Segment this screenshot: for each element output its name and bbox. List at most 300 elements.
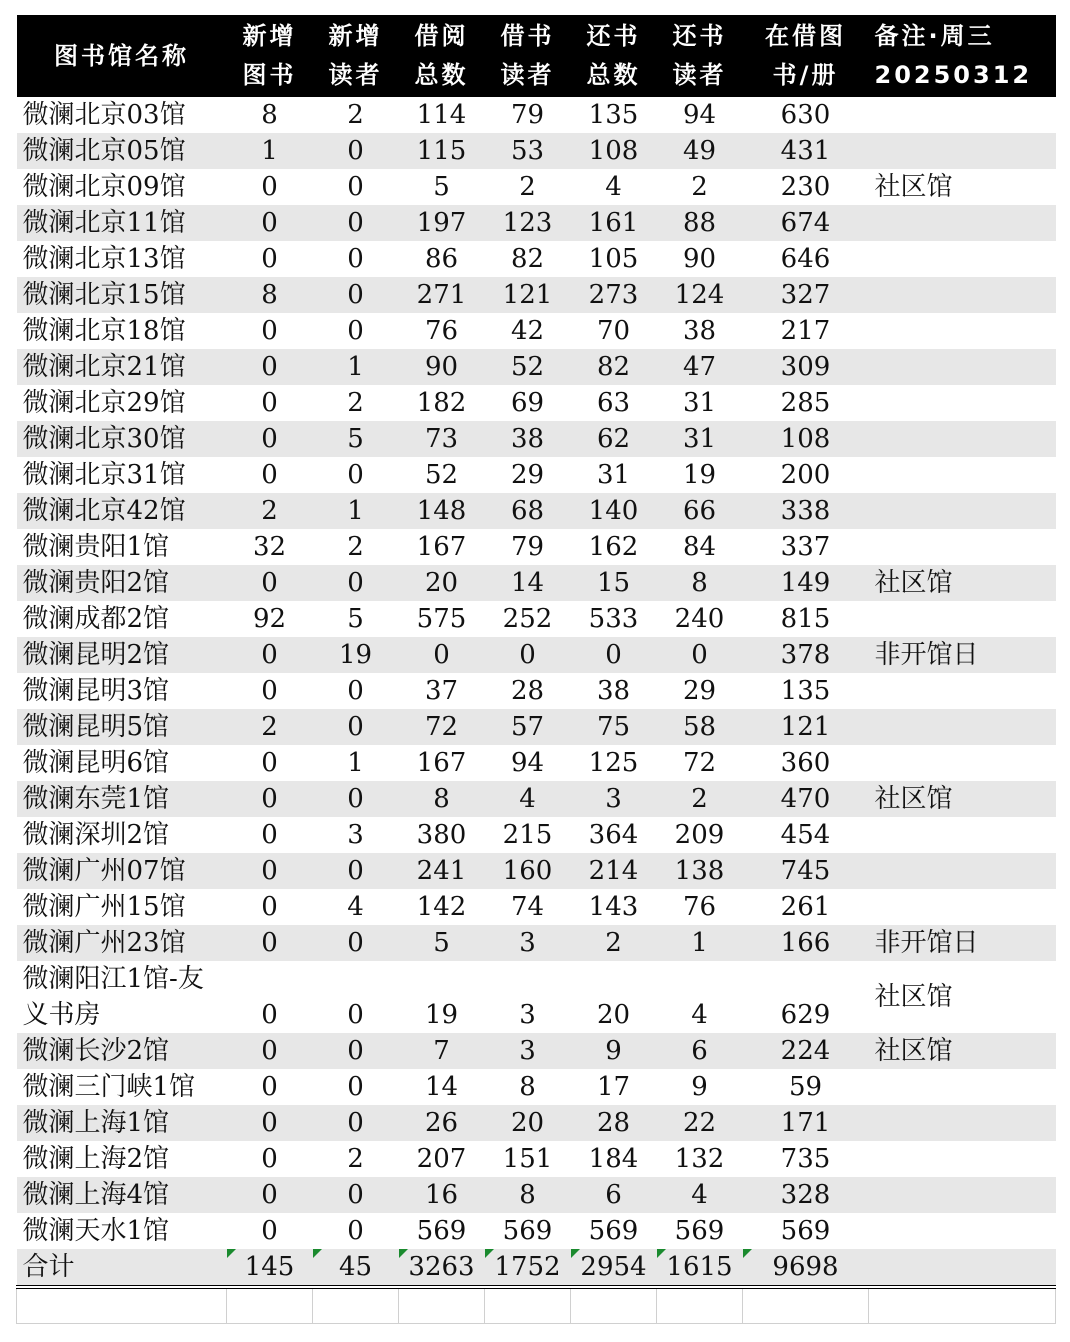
cell-return-readers[interactable]: 22: [657, 1105, 743, 1141]
cell-note[interactable]: [869, 1141, 1056, 1177]
cell-new-readers[interactable]: 0: [347, 172, 364, 202]
cell-borrow-readers[interactable]: 121: [485, 277, 571, 313]
cell-new-readers[interactable]: 0: [313, 133, 399, 169]
cell-return-readers[interactable]: 124: [657, 277, 743, 313]
cell-new-books[interactable]: 0: [261, 172, 278, 202]
cell-note[interactable]: 社区馆: [874, 172, 953, 202]
header-new-readers[interactable]: 新增 读者: [313, 15, 399, 97]
cell-on-loan[interactable]: 149: [743, 565, 869, 601]
cell-borrow-total[interactable]: 5: [399, 925, 485, 961]
cell-new-readers[interactable]: 2: [347, 388, 364, 418]
cell-return-readers[interactable]: 19: [682, 460, 717, 490]
cell-new-readers[interactable]: 2: [347, 1144, 364, 1174]
cell-on-loan[interactable]: 646: [780, 244, 831, 274]
cell-library-name[interactable]: 微澜东莞1馆: [17, 781, 227, 817]
cell-borrow-readers[interactable]: 38: [485, 421, 571, 457]
cell-return-readers[interactable]: 38: [682, 316, 717, 346]
cell-library-name[interactable]: 微澜贵阳2馆: [17, 565, 227, 601]
cell-total-on-loan[interactable]: [743, 1249, 869, 1287]
cell-note[interactable]: [869, 1105, 1056, 1141]
cell-new-books[interactable]: 0: [261, 460, 278, 490]
cell-return-total[interactable]: 125: [588, 748, 639, 778]
cell-new-readers[interactable]: 0: [313, 1177, 399, 1213]
cell-new-readers[interactable]: 0: [347, 244, 364, 274]
cell-total-return-readers[interactable]: [657, 1249, 743, 1287]
cell-new-books[interactable]: 0: [261, 892, 278, 922]
cell-note[interactable]: [869, 853, 1056, 889]
cell-borrow-readers[interactable]: 160: [485, 853, 571, 889]
cell-new-readers[interactable]: 0: [313, 853, 399, 889]
cell-borrow-readers[interactable]: 79: [510, 100, 545, 130]
cell-total-return-total[interactable]: [571, 1249, 657, 1287]
cell-new-readers[interactable]: 0: [313, 277, 399, 313]
cell-return-total[interactable]: 63: [596, 388, 631, 418]
cell-note[interactable]: [869, 385, 1056, 421]
cell-total-note[interactable]: [869, 1249, 1056, 1287]
cell-return-readers[interactable]: 209: [674, 820, 725, 850]
cell-return-readers[interactable]: 31: [682, 388, 717, 418]
cell-on-loan[interactable]: 285: [780, 388, 831, 418]
cell-return-total[interactable]: 162: [588, 532, 639, 562]
cell-new-books[interactable]: 0: [227, 1105, 313, 1141]
cell-return-readers[interactable]: 72: [682, 748, 717, 778]
cell-note[interactable]: [869, 457, 1056, 493]
empty-cell[interactable]: [227, 1287, 313, 1324]
cell-return-readers[interactable]: 569: [674, 1216, 725, 1246]
cell-return-total[interactable]: 569: [588, 1216, 639, 1246]
cell-new-readers[interactable]: 3: [347, 820, 364, 850]
cell-new-readers[interactable]: 1: [347, 748, 364, 778]
cell-on-loan[interactable]: 745: [743, 853, 869, 889]
cell-new-books[interactable]: 0: [261, 1216, 278, 1246]
cell-on-loan[interactable]: 59: [788, 1072, 823, 1102]
cell-library-name[interactable]: 微澜深圳2馆: [22, 820, 170, 850]
empty-cell[interactable]: [869, 1287, 1056, 1324]
cell-on-loan[interactable]: 360: [780, 748, 831, 778]
cell-on-loan[interactable]: 166: [743, 925, 869, 961]
cell-note[interactable]: [869, 421, 1056, 457]
cell-on-loan[interactable]: 569: [780, 1216, 831, 1246]
cell-return-total[interactable]: 108: [571, 133, 657, 169]
cell-library-name[interactable]: 微澜成都2馆: [22, 604, 170, 634]
cell-borrow-readers[interactable]: 569: [502, 1216, 553, 1246]
cell-new-readers[interactable]: 5: [347, 604, 364, 634]
cell-borrow-total[interactable]: 19: [424, 1000, 459, 1030]
cell-new-readers[interactable]: 0: [347, 676, 364, 706]
cell-on-loan[interactable]: 378: [743, 637, 869, 673]
cell-borrow-total[interactable]: 115: [399, 133, 485, 169]
cell-borrow-readers[interactable]: 74: [510, 892, 545, 922]
cell-new-readers[interactable]: 0: [347, 1216, 364, 1246]
cell-total-new-readers[interactable]: [313, 1249, 399, 1287]
cell-note[interactable]: 非开馆日: [869, 637, 1056, 673]
cell-borrow-readers[interactable]: 82: [510, 244, 545, 274]
cell-return-total[interactable]: 161: [571, 205, 657, 241]
cell-note[interactable]: [869, 205, 1056, 241]
cell-return-total[interactable]: 28: [571, 1105, 657, 1141]
cell-new-books[interactable]: 0: [227, 1033, 313, 1069]
cell-library-name[interactable]: 微澜北京31馆: [22, 460, 186, 490]
cell-borrow-total[interactable]: 569: [416, 1216, 467, 1246]
cell-borrow-total[interactable]: 114: [416, 100, 467, 130]
cell-borrow-readers[interactable]: 151: [502, 1144, 553, 1174]
cell-on-loan[interactable]: 630: [780, 100, 831, 130]
cell-borrow-readers[interactable]: 79: [510, 532, 545, 562]
cell-note[interactable]: [869, 889, 1056, 925]
cell-new-readers[interactable]: 2: [347, 100, 364, 130]
cell-return-readers[interactable]: 58: [657, 709, 743, 745]
cell-new-readers[interactable]: 2: [347, 532, 364, 562]
cell-library-name[interactable]: 微澜昆明3馆: [22, 676, 170, 706]
cell-note[interactable]: [869, 313, 1056, 349]
cell-note[interactable]: [869, 1069, 1056, 1105]
cell-on-loan[interactable]: 171: [743, 1105, 869, 1141]
cell-return-total[interactable]: 38: [596, 676, 631, 706]
cell-borrow-total[interactable]: 7: [399, 1033, 485, 1069]
cell-return-readers[interactable]: 240: [674, 604, 725, 634]
cell-new-books[interactable]: 0: [261, 1144, 278, 1174]
cell-note[interactable]: [869, 97, 1056, 133]
cell-borrow-total[interactable]: 167: [416, 748, 467, 778]
cell-library-name[interactable]: 微澜昆明6馆: [22, 748, 170, 778]
cell-borrow-total[interactable]: 72: [399, 709, 485, 745]
cell-new-books[interactable]: 0: [261, 1072, 278, 1102]
cell-library-name[interactable]: 微澜贵阳1馆: [22, 532, 170, 562]
cell-return-total[interactable]: 75: [571, 709, 657, 745]
cell-on-loan[interactable]: 337: [780, 532, 831, 562]
cell-borrow-readers[interactable]: 20: [485, 1105, 571, 1141]
cell-library-name[interactable]: 微澜北京13馆: [22, 244, 186, 274]
cell-library-name[interactable]: 微澜天水1馆: [22, 1216, 170, 1246]
cell-library-name[interactable]: 微澜北京21馆: [17, 349, 227, 385]
cell-return-readers[interactable]: 9: [691, 1072, 708, 1102]
cell-borrow-total[interactable]: 20: [399, 565, 485, 601]
cell-borrow-readers[interactable]: 3: [485, 925, 571, 961]
cell-library-name[interactable]: 微澜上海4馆: [17, 1177, 227, 1213]
cell-note[interactable]: [869, 277, 1056, 313]
cell-new-books[interactable]: 0: [227, 781, 313, 817]
cell-return-readers[interactable]: 138: [657, 853, 743, 889]
cell-new-readers[interactable]: 0: [313, 1033, 399, 1069]
cell-borrow-total[interactable]: 73: [399, 421, 485, 457]
cell-note[interactable]: [869, 1213, 1056, 1249]
cell-borrow-total[interactable]: 86: [424, 244, 459, 274]
cell-return-readers[interactable]: 49: [657, 133, 743, 169]
cell-new-books[interactable]: 0: [261, 244, 278, 274]
cell-return-readers[interactable]: 4: [657, 1177, 743, 1213]
cell-note[interactable]: [869, 493, 1056, 529]
cell-total-borrow-readers[interactable]: [485, 1249, 571, 1287]
cell-on-loan[interactable]: 815: [780, 604, 831, 634]
empty-cell[interactable]: [657, 1287, 743, 1324]
cell-note[interactable]: [869, 1177, 1056, 1213]
cell-new-books[interactable]: 0: [261, 676, 278, 706]
empty-cell[interactable]: [399, 1287, 485, 1324]
cell-return-total[interactable]: 82: [571, 349, 657, 385]
cell-return-total[interactable]: 364: [588, 820, 639, 850]
cell-new-readers[interactable]: 0: [313, 709, 399, 745]
cell-note[interactable]: 社区馆: [869, 781, 1056, 817]
cell-note[interactable]: [869, 709, 1056, 745]
cell-library-name[interactable]: 微澜长沙2馆: [17, 1033, 227, 1069]
cell-return-total[interactable]: 105: [588, 244, 639, 274]
empty-cell[interactable]: [313, 1287, 399, 1324]
cell-borrow-total[interactable]: 26: [399, 1105, 485, 1141]
cell-borrow-total[interactable]: 90: [399, 349, 485, 385]
cell-new-readers[interactable]: 1: [313, 349, 399, 385]
cell-borrow-total[interactable]: 142: [416, 892, 467, 922]
cell-borrow-total[interactable]: 148: [399, 493, 485, 529]
cell-new-readers[interactable]: 0: [313, 565, 399, 601]
cell-on-loan[interactable]: 224: [743, 1033, 869, 1069]
cell-borrow-readers[interactable]: 4: [485, 781, 571, 817]
cell-return-readers[interactable]: 84: [682, 532, 717, 562]
cell-borrow-readers[interactable]: 53: [485, 133, 571, 169]
cell-note[interactable]: 社区馆: [869, 1033, 1056, 1069]
cell-new-readers[interactable]: 0: [313, 925, 399, 961]
cell-on-loan[interactable]: 230: [780, 172, 831, 202]
cell-library-name[interactable]: 微澜北京05馆: [17, 133, 227, 169]
cell-new-books[interactable]: 0: [261, 1000, 278, 1030]
cell-borrow-readers[interactable]: 42: [510, 316, 545, 346]
cell-note[interactable]: [869, 133, 1056, 169]
cell-on-loan[interactable]: 135: [780, 676, 831, 706]
cell-on-loan[interactable]: 261: [780, 892, 831, 922]
cell-return-readers[interactable]: 47: [657, 349, 743, 385]
cell-return-total[interactable]: 184: [588, 1144, 639, 1174]
cell-return-total[interactable]: 143: [588, 892, 639, 922]
cell-return-readers[interactable]: 66: [657, 493, 743, 529]
cell-total-borrow-total[interactable]: [399, 1249, 485, 1287]
cell-library-name[interactable]: 微澜昆明5馆: [17, 709, 227, 745]
cell-new-books[interactable]: 2: [227, 493, 313, 529]
cell-library-name[interactable]: 微澜昆明2馆: [17, 637, 227, 673]
cell-return-total[interactable]: 20: [596, 1000, 631, 1030]
cell-note[interactable]: [869, 349, 1056, 385]
cell-new-books[interactable]: 0: [261, 316, 278, 346]
cell-return-total[interactable]: 3: [571, 781, 657, 817]
cell-new-readers[interactable]: 0: [347, 1072, 364, 1102]
cell-return-total[interactable]: 273: [571, 277, 657, 313]
cell-borrow-readers[interactable]: 0: [485, 637, 571, 673]
cell-note[interactable]: [869, 601, 1056, 637]
cell-library-name[interactable]: 微澜北京30馆: [17, 421, 227, 457]
cell-new-readers[interactable]: 5: [313, 421, 399, 457]
cell-return-total[interactable]: 17: [596, 1072, 631, 1102]
cell-new-books[interactable]: 0: [227, 1177, 313, 1213]
cell-on-loan[interactable]: 338: [743, 493, 869, 529]
cell-new-books[interactable]: 8: [261, 100, 278, 130]
cell-new-readers[interactable]: 0: [347, 1000, 364, 1030]
empty-cell[interactable]: [485, 1287, 571, 1324]
cell-borrow-total[interactable]: 575: [416, 604, 467, 634]
header-return-readers[interactable]: 还书 读者: [657, 15, 743, 97]
cell-note[interactable]: 非开馆日: [869, 925, 1056, 961]
cell-return-readers[interactable]: 2: [657, 781, 743, 817]
cell-on-loan[interactable]: 200: [780, 460, 831, 490]
cell-new-books[interactable]: 1: [227, 133, 313, 169]
cell-on-loan[interactable]: 454: [780, 820, 831, 850]
cell-note[interactable]: 社区馆: [869, 565, 1056, 601]
cell-library-name[interactable]: 微澜上海2馆: [22, 1144, 170, 1174]
cell-on-loan[interactable]: 108: [743, 421, 869, 457]
cell-return-total[interactable]: 70: [596, 316, 631, 346]
cell-return-total[interactable]: 0: [571, 637, 657, 673]
cell-note[interactable]: 社区馆: [874, 982, 953, 1012]
cell-library-name[interactable]: 微澜北京29馆: [22, 388, 186, 418]
cell-return-readers[interactable]: 29: [682, 676, 717, 706]
cell-on-loan[interactable]: 217: [780, 316, 831, 346]
cell-note[interactable]: [869, 673, 1056, 709]
cell-new-books[interactable]: 0: [261, 748, 278, 778]
cell-note[interactable]: [869, 745, 1056, 781]
cell-library-name[interactable]: 微澜三门峡1馆: [22, 1072, 196, 1102]
cell-new-books[interactable]: 0: [227, 853, 313, 889]
cell-borrow-readers[interactable]: 94: [510, 748, 545, 778]
cell-library-name[interactable]: 微澜北京09馆: [22, 172, 186, 202]
cell-borrow-readers[interactable]: 57: [485, 709, 571, 745]
cell-return-readers[interactable]: 132: [674, 1144, 725, 1174]
header-return-total[interactable]: 还书 总数: [571, 15, 657, 97]
cell-borrow-total[interactable]: 0: [399, 637, 485, 673]
cell-new-books[interactable]: 0: [227, 565, 313, 601]
cell-borrow-readers[interactable]: 8: [519, 1072, 536, 1102]
cell-borrow-total[interactable]: 76: [424, 316, 459, 346]
cell-borrow-readers[interactable]: 52: [485, 349, 571, 385]
cell-return-total[interactable]: 214: [571, 853, 657, 889]
cell-total-new-books[interactable]: [227, 1249, 313, 1287]
cell-new-readers[interactable]: 0: [313, 205, 399, 241]
cell-on-loan[interactable]: 674: [743, 205, 869, 241]
cell-new-books[interactable]: 32: [252, 532, 287, 562]
cell-return-readers[interactable]: 6: [657, 1033, 743, 1069]
cell-new-books[interactable]: 0: [261, 388, 278, 418]
cell-borrow-readers[interactable]: 28: [510, 676, 545, 706]
cell-library-name[interactable]: 微澜广州07馆: [17, 853, 227, 889]
cell-new-books[interactable]: 0: [227, 637, 313, 673]
cell-borrow-total[interactable]: 380: [416, 820, 467, 850]
empty-cell[interactable]: [571, 1287, 657, 1324]
cell-borrow-total[interactable]: 182: [416, 388, 467, 418]
cell-new-readers[interactable]: 1: [313, 493, 399, 529]
header-borrow-readers[interactable]: 借书 读者: [485, 15, 571, 97]
cell-return-total[interactable]: 140: [571, 493, 657, 529]
cell-borrow-total[interactable]: 8: [399, 781, 485, 817]
cell-total-label[interactable]: 合计: [17, 1249, 227, 1287]
cell-on-loan[interactable]: 327: [743, 277, 869, 313]
header-on-loan[interactable]: 在借图 书/册: [743, 15, 869, 97]
cell-library-name[interactable]: 微澜北京18馆: [22, 316, 186, 346]
cell-on-loan[interactable]: 328: [743, 1177, 869, 1213]
cell-new-books[interactable]: 8: [227, 277, 313, 313]
cell-return-total[interactable]: 62: [571, 421, 657, 457]
cell-new-readers[interactable]: 0: [313, 1105, 399, 1141]
cell-return-total[interactable]: 533: [588, 604, 639, 634]
cell-borrow-total[interactable]: 5: [433, 172, 450, 202]
cell-borrow-total[interactable]: 37: [424, 676, 459, 706]
cell-new-books[interactable]: 0: [227, 421, 313, 457]
empty-cell[interactable]: [743, 1287, 869, 1324]
cell-new-books[interactable]: 0: [227, 205, 313, 241]
cell-new-readers[interactable]: 0: [347, 460, 364, 490]
cell-borrow-total[interactable]: 14: [424, 1072, 459, 1102]
cell-return-readers[interactable]: 76: [682, 892, 717, 922]
cell-on-loan[interactable]: 121: [743, 709, 869, 745]
cell-borrow-total[interactable]: 197: [399, 205, 485, 241]
empty-cell[interactable]: [17, 1287, 227, 1324]
cell-new-books[interactable]: 2: [227, 709, 313, 745]
cell-library-name[interactable]: 微澜阳江1馆-友义书房: [22, 964, 204, 1030]
cell-borrow-readers[interactable]: 14: [485, 565, 571, 601]
cell-return-total[interactable]: 2: [571, 925, 657, 961]
cell-borrow-total[interactable]: 52: [424, 460, 459, 490]
cell-library-name[interactable]: 微澜广州15馆: [22, 892, 186, 922]
cell-new-readers[interactable]: 0: [313, 781, 399, 817]
cell-new-readers[interactable]: 0: [347, 316, 364, 346]
cell-on-loan[interactable]: 309: [743, 349, 869, 385]
header-library-name[interactable]: 图书馆名称: [17, 15, 227, 97]
cell-new-books[interactable]: 0: [261, 820, 278, 850]
cell-borrow-readers[interactable]: 3: [519, 1000, 536, 1030]
cell-borrow-readers[interactable]: 68: [485, 493, 571, 529]
cell-borrow-readers[interactable]: 252: [502, 604, 553, 634]
cell-return-total[interactable]: 6: [571, 1177, 657, 1213]
cell-borrow-readers[interactable]: 3: [485, 1033, 571, 1069]
cell-library-name[interactable]: 微澜上海1馆: [17, 1105, 227, 1141]
cell-on-loan[interactable]: 431: [743, 133, 869, 169]
cell-library-name[interactable]: 微澜北京11馆: [17, 205, 227, 241]
cell-borrow-readers[interactable]: 215: [502, 820, 553, 850]
cell-return-total[interactable]: 31: [596, 460, 631, 490]
cell-return-total[interactable]: 9: [571, 1033, 657, 1069]
cell-return-total[interactable]: 15: [571, 565, 657, 601]
cell-return-readers[interactable]: 31: [657, 421, 743, 457]
cell-borrow-total[interactable]: 241: [399, 853, 485, 889]
cell-new-books[interactable]: 0: [227, 925, 313, 961]
cell-on-loan[interactable]: 629: [780, 1000, 831, 1030]
cell-note[interactable]: [869, 529, 1056, 565]
cell-return-readers[interactable]: 88: [657, 205, 743, 241]
cell-note[interactable]: [869, 817, 1056, 853]
header-borrow-total[interactable]: 借阅 总数: [399, 15, 485, 97]
cell-borrow-total[interactable]: 16: [399, 1177, 485, 1213]
cell-new-readers[interactable]: 19: [313, 637, 399, 673]
cell-new-books[interactable]: 0: [227, 349, 313, 385]
cell-return-readers[interactable]: 2: [691, 172, 708, 202]
cell-on-loan[interactable]: 470: [743, 781, 869, 817]
cell-borrow-total[interactable]: 207: [416, 1144, 467, 1174]
cell-library-name[interactable]: 微澜广州23馆: [17, 925, 227, 961]
cell-return-readers[interactable]: 1: [657, 925, 743, 961]
cell-return-total[interactable]: 135: [588, 100, 639, 130]
cell-library-name[interactable]: 微澜北京03馆: [22, 100, 186, 130]
cell-borrow-total[interactable]: 271: [399, 277, 485, 313]
cell-return-readers[interactable]: 90: [682, 244, 717, 274]
cell-note[interactable]: [869, 241, 1056, 277]
cell-library-name[interactable]: 微澜北京42馆: [17, 493, 227, 529]
cell-return-readers[interactable]: 94: [682, 100, 717, 130]
cell-borrow-total[interactable]: 167: [416, 532, 467, 562]
cell-new-books[interactable]: 92: [252, 604, 287, 634]
cell-borrow-readers[interactable]: 2: [519, 172, 536, 202]
cell-borrow-readers[interactable]: 8: [485, 1177, 571, 1213]
cell-borrow-readers[interactable]: 69: [510, 388, 545, 418]
cell-library-name[interactable]: 微澜北京15馆: [17, 277, 227, 313]
cell-return-readers[interactable]: 4: [691, 1000, 708, 1030]
cell-borrow-readers[interactable]: 29: [510, 460, 545, 490]
header-new-books[interactable]: 新增 图书: [227, 15, 313, 97]
cell-on-loan[interactable]: 735: [780, 1144, 831, 1174]
